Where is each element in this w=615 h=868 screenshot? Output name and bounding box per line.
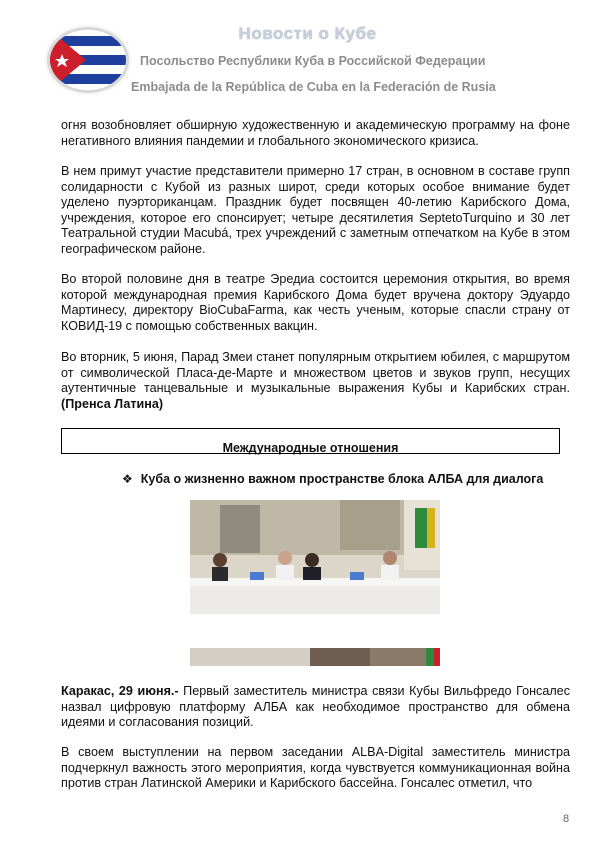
article-headline-text: Куба о жизненно важном пространстве блока АЛБА для диалога <box>140 472 544 486</box>
article-paragraph: Во второй половине дня в театре Эредиа состоится церемония открытия, во время которой международная премия Карибского Дома будет вручена доктору Эдуардо Мартинесу, директору BioCubaFarma, как честь ученым, которые спасли страну от КОВИД-19 с помощью собственных вакцин. <box>61 272 570 333</box>
article-paragraph-text: Во вторник, 5 июня, Парад Змеи станет популярным открытием юбилея, с маршрутом от символической Пласа-де-Марте и множеством цветов и звуков групп, несущих аутентичные танцевальные и музыкальные выражения Кубы и Карибских стран. <box>61 350 570 395</box>
meeting-photo <box>190 500 440 614</box>
page-number: 8 <box>563 813 570 825</box>
section-header <box>61 428 560 454</box>
article-source: (Пренса Латина) <box>61 396 164 411</box>
article-dateline: Каракас, 29 июня.- <box>61 684 179 698</box>
article-paragraph-text: Первый заместитель министра связи Кубы Вильфредо Гонсалес назвал цифровую платформу АЛБА как необходимое пространство для обмена идеями и согласования позиций. <box>61 684 570 729</box>
article-paragraph: огня возобновляет обширную художественную и академическую программу на фоне негативного влияния пандемии и глобального экономического кризиса. <box>61 118 570 148</box>
article-paragraph: В нем примут участие представители примерно 17 стран, в основном в составе групп солидарности с Кубой из разных широт, среди которых особое внимание будет уделено пуэрториканцам. Праздник будет посвящен 40-летию Карибского Дома, учреждения, которое его спонсирует; четыре десятилетия SeptetoTurquino и 30 лет Театральной студии Macubá, трех учреждений с заметным отпечатком на Кубе в этом географическом районе. <box>61 164 570 256</box>
meeting-photo <box>190 648 440 666</box>
newsletter-title: Новости о Кубе <box>238 24 377 43</box>
article-paragraph: В своем выступлении на первом заседании ALBA-Digital заместитель министра подчеркнул важность этого мероприятия, когда чувствуется коммуникационная война против стран Латинской Америки и Карибского бассейна. Гонсалес отметил, что <box>61 745 570 790</box>
embassy-name-es: Embajada de la República de Cuba en la Federación de Rusia <box>131 80 496 94</box>
article-paragraph <box>61 684 570 731</box>
page-header <box>0 0 615 110</box>
article-paragraph <box>61 350 570 412</box>
article-headline <box>122 472 543 486</box>
embassy-name-ru: Посольство Республики Куба в Российской Федерации <box>140 54 486 68</box>
diamond-bullet-icon: ❖ <box>122 472 133 486</box>
section-title: Международные отношения <box>222 441 399 455</box>
